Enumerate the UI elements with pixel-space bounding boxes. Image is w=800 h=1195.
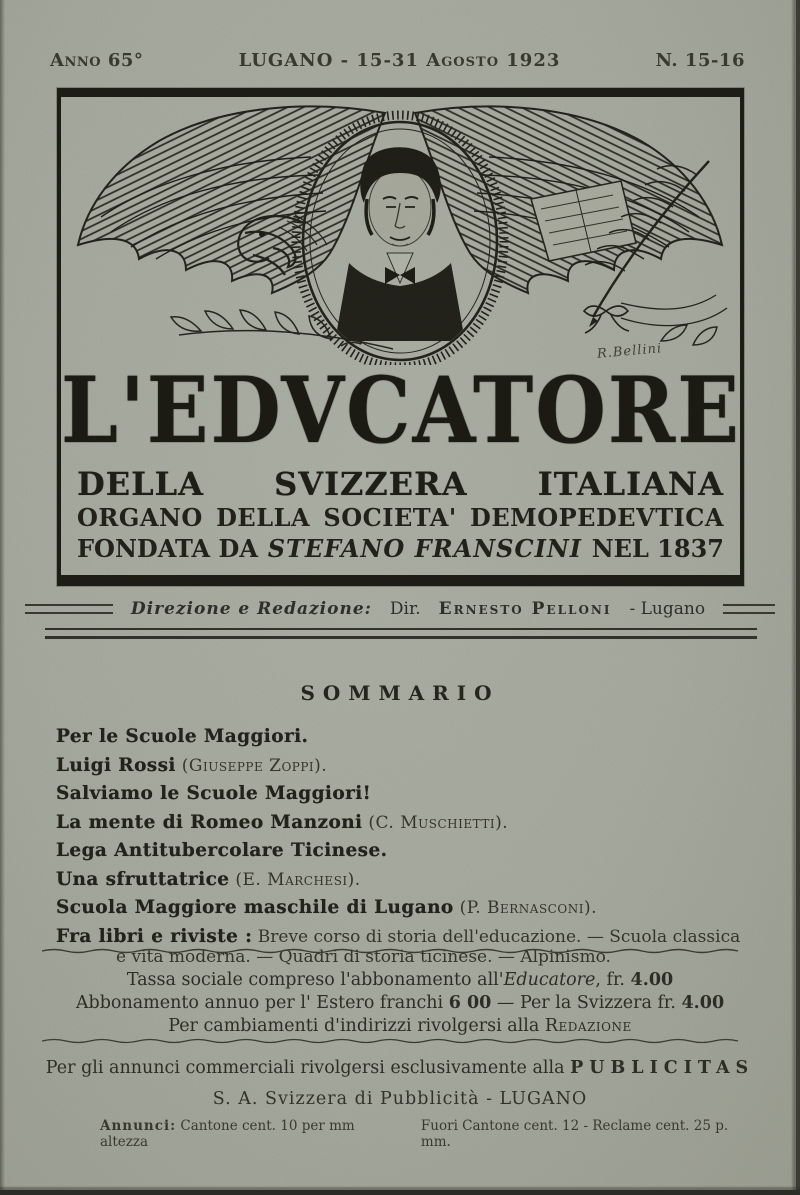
publicitas-brand: PUBLICITAS — [570, 1058, 755, 1078]
founded-pre: FONDATA DA — [77, 534, 258, 563]
scan-edge-bottom — [0, 1186, 800, 1195]
journal-title: L'EDVCATORE — [61, 358, 741, 465]
issue-header-row — [50, 50, 745, 71]
issue-date: LUGANO - 15-31 Agosto 1923 — [238, 50, 561, 71]
subscription-block — [0, 969, 800, 1038]
sommario-item: Fra libri e riviste : Breve corso di storia dell'educazione. — Scuola classica e vita moderna. — Quadri di storia ticinese. — Alpinismo. — [56, 925, 741, 967]
subscription-line1: Tassa sociale compreso l'abbonamento all'Educatore, fr. 4.00 — [126, 970, 674, 990]
subscription-line2: Abbonamento annuo per l' Estero franchi 6 00 — Per la Svizzera fr. 4.00 — [75, 993, 725, 1013]
sommario-item: Scuola Maggiore maschile di Lugano (P. Bernasconi). — [56, 897, 597, 918]
rule-ornament-right — [723, 604, 775, 614]
sommario-list — [56, 727, 752, 975]
direction-label: Direzione e Redazione: — [130, 599, 372, 619]
publicitas-line: Per gli annunci commerciali rivolgersi esclusivamente alla PUBLICITAS — [45, 1058, 755, 1078]
founder-name: STEFANO FRANSCINI — [267, 534, 582, 563]
direction-line — [0, 599, 800, 619]
founded-post: NEL 1837 — [591, 534, 724, 563]
wavy-rule — [42, 948, 758, 954]
sommario-item: Lega Antitubercolare Ticinese. — [56, 840, 388, 861]
scan-edge-right — [791, 0, 800, 1195]
double-rule — [45, 628, 757, 639]
sommario-heading: SOMMARIO — [300, 681, 500, 705]
tariff-label: Annunci: — [100, 1118, 177, 1134]
direction-prefix: Dir. — [389, 599, 421, 619]
organ-line: ORGANO DELLA SOCIETA' DEMOPEDEVTICA — [77, 503, 724, 532]
eagle-portrait-engraving-icon — [61, 97, 740, 365]
masthead-illustration — [61, 97, 740, 365]
publicitas-address: S. A. Svizzera di Pubblicità - LUGANO — [212, 1089, 588, 1109]
sommario-item: Per le Scuole Maggiori. — [56, 726, 309, 747]
founded-line — [77, 533, 724, 564]
direction-city: - Lugano — [629, 599, 706, 619]
artist-signature: R.Bellini — [596, 341, 663, 362]
scan-edge-left — [0, 0, 5, 1195]
sommario-item: La mente di Romeo Manzoni (C. Muschietti). — [56, 811, 509, 833]
masthead-box — [57, 88, 744, 586]
rule-ornament-left — [25, 604, 113, 614]
issue-year: Anno 65° — [50, 50, 144, 71]
subscription-line3: Per cambiamenti d'indirizzi rivolgersi alla Redazione — [168, 1016, 632, 1036]
tariff-line: Annunci: Cantone cent. 10 per mm altezza Fuori Cantone cent. 12 - Reclame cent. 25 p. mm. — [100, 1118, 729, 1150]
sommario-item: Luigi Rossi (Giuseppe Zoppi). — [56, 754, 328, 776]
sommario-item: Salviamo le Scuole Maggiori! — [56, 783, 372, 804]
wavy-rule — [42, 1038, 758, 1044]
issue-number: N. 15-16 — [655, 50, 745, 71]
ribbon-icon — [584, 306, 629, 333]
sommario-item: Una sfruttatrice (E. Marchesi). — [56, 868, 361, 890]
director-name: Ernesto Pelloni — [438, 599, 612, 619]
journal-subtitle: DELLA SVIZZERA ITALIANA — [77, 465, 724, 503]
